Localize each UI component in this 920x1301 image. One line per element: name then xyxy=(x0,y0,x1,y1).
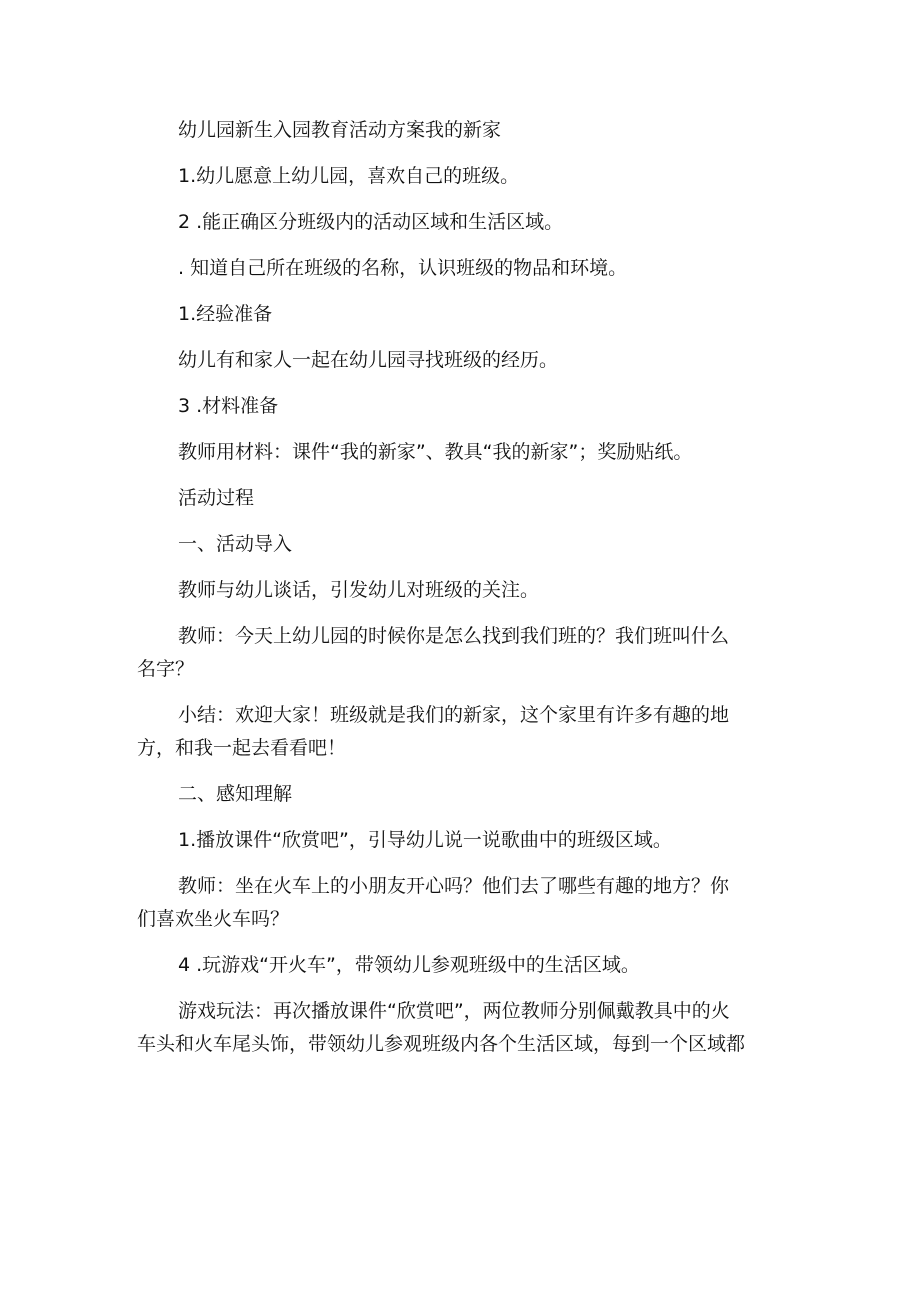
line-first: 小结：欢迎大家！班级就是我们的新家，这个家里有许多有趣的地 xyxy=(178,704,730,726)
line-continuation: 们喜欢坐火车吗？ xyxy=(137,908,290,930)
paragraph-teacher-talk: 教师与幼儿谈话，引发幼儿对班级的关注。 xyxy=(178,579,540,601)
line-continuation: 车头和火车尾头饰，带领幼儿参观班级内各个生活区域，每到一个区域都 xyxy=(137,1033,746,1055)
paragraph-experience: 幼儿有和家人一起在幼儿园寻找班级的经历。 xyxy=(178,349,559,371)
heading-activity-process: 活动过程 xyxy=(178,487,255,509)
paragraph-goal-3: . 知道自己所在班级的名称，认识班级的物品和环境。 xyxy=(178,257,628,279)
paragraph-game-rules xyxy=(137,995,790,1061)
line-first: 游戏玩法：再次播放课件“欣赏吧”，两位教师分别佩戴教具中的火 xyxy=(178,1000,730,1022)
line-continuation: 名字？ xyxy=(137,658,195,680)
paragraph-goal-1: 1.幼儿愿意上幼儿园，喜欢自己的班级。 xyxy=(178,165,520,187)
paragraph-train-question xyxy=(137,870,790,936)
paragraph-goal-2: 2 .能正确区分班级内的活动区域和生活区域。 xyxy=(178,211,564,233)
heading-experience-prep: 1.经验准备 xyxy=(178,303,273,325)
heading-perception: 二、感知理解 xyxy=(178,783,293,805)
line-first: 教师：今天上幼儿园的时候你是怎么找到我们班的？我们班叫什么 xyxy=(178,625,730,647)
heading-material-prep: 3 .材料准备 xyxy=(178,395,279,417)
paragraph-summary xyxy=(137,699,790,765)
line-continuation: 方，和我一起去看看吧！ xyxy=(137,737,347,759)
document-body xyxy=(137,114,790,1074)
heading-activity-intro: 一、活动导入 xyxy=(178,533,293,555)
paragraph-materials: 教师用材料：课件“我的新家”、教具“我的新家”；奖励贴纸。 xyxy=(178,441,693,463)
paragraph-train-game: 4 .玩游戏“开火车”，带领幼儿参观班级中的生活区域。 xyxy=(178,954,640,976)
paragraph-play-courseware: 1.播放课件“欣赏吧”，引导幼儿说一说歌曲中的班级区域。 xyxy=(178,829,672,851)
paragraph-teacher-question xyxy=(137,620,790,686)
document-title: 幼儿园新生入园教育活动方案我的新家 xyxy=(178,119,502,141)
line-first: 教师：坐在火车上的小朋友开心吗？他们去了哪些有趣的地方？你 xyxy=(178,875,730,897)
